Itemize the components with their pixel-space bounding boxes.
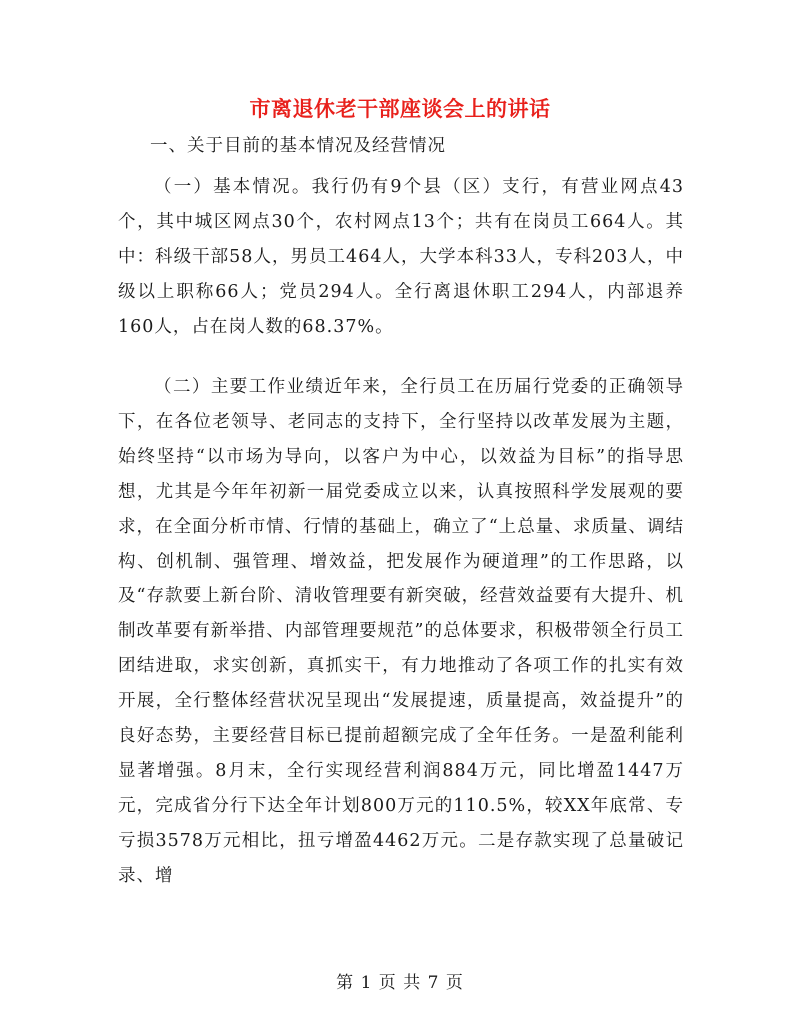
page-footer: 第 1 页 共 7 页 bbox=[336, 973, 464, 993]
section-heading: 一、关于目前的基本情况及经营情况 bbox=[150, 136, 446, 156]
paragraph-main-achievements: （二）主要工作业绩近年来，全行员工在历届行党委的正确领导下，在各位老领导、老同志的支持下，全行坚持以改革发展为主题，始终坚持“以市场为导向，以客户为中心，以效益为目标”的指导思想，尤其是今年年初新一届党委成立以来，认真按照科学发展观的要求，在全面分析市情、行情的基础上，确立了“上总量、求质量、调结构、创机制、强管理、增效益，把发展作为硬道理”的工作思路，以及“存款要上新台阶、清收管理要有新突破，经营效益要有大提升、机制改革要有新举措、内部管理要规范”的总体要求，积极带领全行员工团结进取，求实创新，真抓实干，有力地推动了各项工作的扎实有效开展，全行整体经营状况呈现出“发展提速，质量提高，效益提升”的良好态势，主要经营目标已提前超额完成了全年任务。一是盈利能利显著增强。8月末，全行实现经营利润884万元，同比增盈1447万元，完成省分行下达全年计划800万元的110.5%，较XX年底常、专亏损3578万元相比，扭亏增盈4462万元。二是存款实现了总量破记录、增 bbox=[118, 377, 684, 886]
document-title: 市离退休老干部座谈会上的讲话 bbox=[249, 96, 551, 121]
paragraph-basic-situation: （一）基本情况。我行仍有9个县（区）支行，有营业网点43个，其中城区网点30个，农村网点13个；共有在岗员工664人。其中：科级干部58人，男员工464人，大学本科33人，专科203人，中级以上职称66人；党员294人。全行离退休职工294人，内部退养160人，占在岗人数的68.37%。 bbox=[118, 177, 684, 337]
